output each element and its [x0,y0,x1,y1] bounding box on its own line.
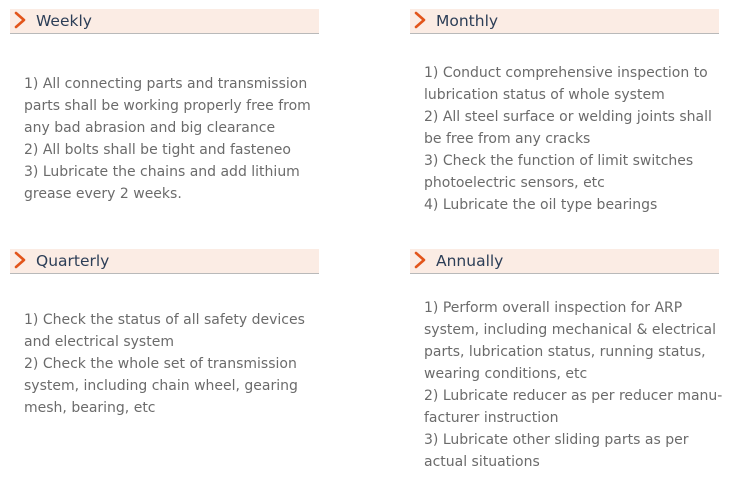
annually-task-line: actual situations [424,454,540,470]
annually-task-list [424,297,722,473]
monthly-section [410,9,719,213]
monthly-task-line: photoelectric sensors, etc [424,175,605,191]
chevron-right-icon [413,11,427,29]
monthly-task-line: 2) All steel surface or welding joints shall [424,109,712,125]
chevron-right-icon [13,251,27,269]
monthly-task-list [424,62,712,216]
annually-task-line: parts, lubrication status, running status, [424,344,706,360]
quarterly-task-line: 2) Check the whole set of transmission [24,356,297,372]
weekly-section [10,9,319,202]
quarterly-task-line: system, including chain wheel, gearing [24,378,298,394]
quarterly-task-line: mesh, bearing, etc [24,400,156,416]
quarterly-section [10,249,319,416]
chevron-right-icon [13,11,27,29]
monthly-task-line: be free from any cracks [424,131,591,147]
weekly-task-list [24,73,311,205]
quarterly-header [10,249,319,274]
quarterly-task-line: 1) Check the status of all safety devices [24,312,305,328]
weekly-task-line: 1) All connecting parts and transmission [24,76,308,92]
weekly-task-line: 3) Lubricate the chains and add lithium [24,164,300,180]
weekly-task-line: 2) All bolts shall be tight and fasteneo [24,142,291,158]
quarterly-task-line: and electrical system [24,334,174,350]
annually-title: Annually [436,252,504,270]
quarterly-task-list [24,309,305,419]
weekly-task-line: grease every 2 weeks. [24,186,182,202]
chevron-right-icon [413,251,427,269]
monthly-title: Monthly [436,12,499,30]
monthly-task-line: lubrication status of whole system [424,87,665,103]
monthly-header [410,9,719,34]
annually-section [410,249,723,470]
annually-task-line: 1) Perform overall inspection for ARP [424,300,683,316]
weekly-header [10,9,319,34]
weekly-title: Weekly [36,12,92,30]
annually-task-line: facturer instruction [424,410,559,426]
annually-header [410,249,719,274]
monthly-task-line: 4) Lubricate the oil type bearings [424,197,658,213]
annually-task-line: system, including mechanical & electrical [424,322,716,338]
weekly-task-line: any bad abrasion and big clearance [24,120,276,136]
monthly-task-line: 1) Conduct comprehensive inspection to [424,65,708,81]
monthly-task-line: 3) Check the function of limit switches [424,153,694,169]
quarterly-title: Quarterly [36,252,110,270]
annually-task-line: wearing conditions, etc [424,366,588,382]
annually-task-line: 2) Lubricate reducer as per reducer manu- [424,388,723,404]
annually-task-line: 3) Lubricate other sliding parts as per [424,432,689,448]
weekly-task-line: parts shall be working properly free from [24,98,311,114]
